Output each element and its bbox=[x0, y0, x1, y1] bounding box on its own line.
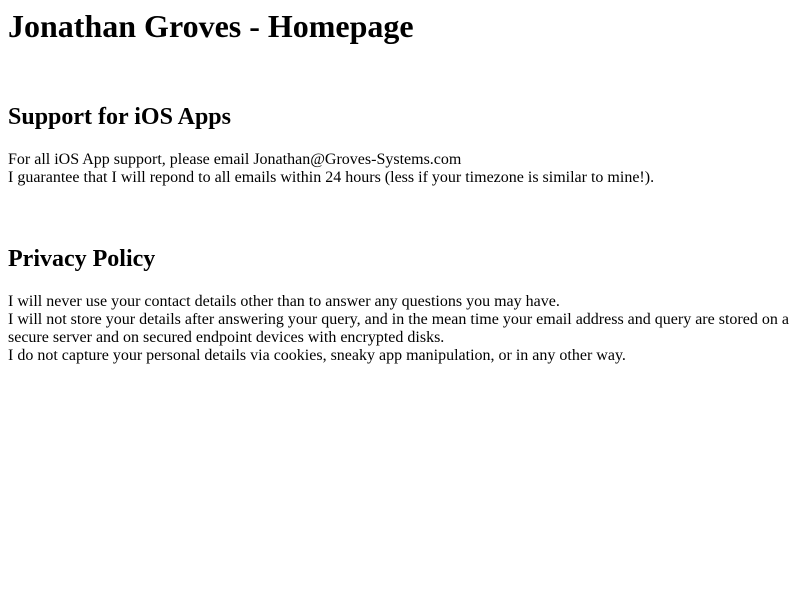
support-text bbox=[8, 151, 792, 187]
privacy-heading: Privacy Policy bbox=[8, 246, 156, 272]
support-line-2: I guarantee that I will repond to all emails within 24 hours (less if your timezone is similar to mine!). bbox=[8, 169, 655, 186]
support-email[interactable]: Jonathan@Groves-Systems.com bbox=[253, 151, 462, 168]
support-line-1-prefix: For all iOS App support, please email bbox=[8, 151, 254, 168]
privacy-text bbox=[8, 293, 792, 365]
page bbox=[0, 8, 800, 365]
page-title: Jonathan Groves - Homepage bbox=[8, 8, 414, 44]
privacy-line-1: I will never use your contact details other than to answer any questions you may have. bbox=[8, 293, 560, 310]
support-line-1 bbox=[8, 151, 792, 169]
privacy-line-3: I do not capture your personal details via cookies, sneaky app manipulation, or in any other way. bbox=[8, 347, 626, 364]
privacy-section bbox=[8, 245, 792, 365]
support-heading: Support for iOS Apps bbox=[8, 104, 231, 130]
privacy-line-2: I will not store your details after answering your query, and in the mean time your email address and query are stored on a secure server and on secured endpoint devices with encrypted disks. bbox=[8, 311, 789, 346]
support-section bbox=[8, 103, 792, 187]
